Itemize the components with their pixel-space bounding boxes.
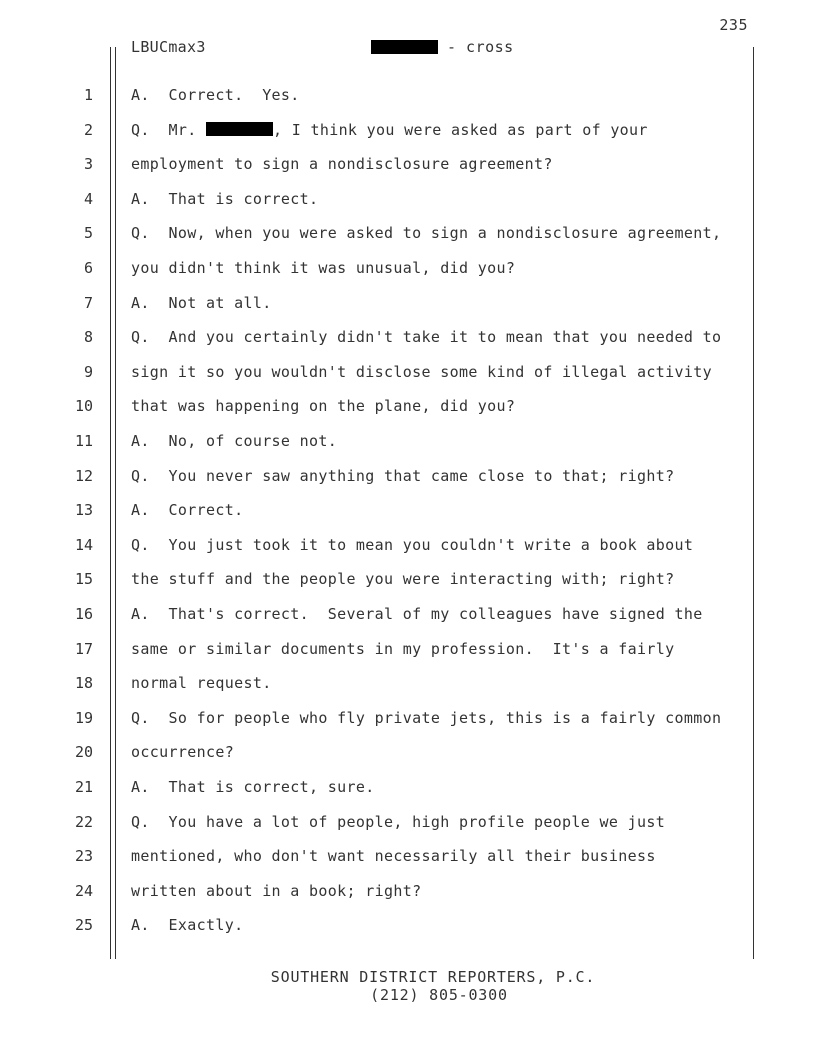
line-number: 22	[74, 813, 93, 831]
header-title	[371, 38, 514, 56]
margin-rule-right	[753, 47, 754, 959]
line-number: 5	[83, 224, 93, 242]
line-number: 2	[83, 121, 93, 139]
name-redaction	[206, 122, 273, 136]
line-number: 20	[74, 743, 93, 761]
transcript-line: sign it so you wouldn't disclose some kind of illegal activity	[131, 363, 712, 381]
transcript-line: A. No, of course not.	[131, 432, 338, 450]
transcript-line: A. Exactly.	[131, 916, 244, 934]
transcript-line: Q. And you certainly didn't take it to mean that you needed to	[131, 328, 722, 346]
line-number: 21	[74, 778, 93, 796]
footer-phone: (212) 805-0300	[370, 986, 508, 1004]
transcript-line: employment to sign a nondisclosure agreement?	[131, 155, 553, 173]
line-number: 15	[74, 570, 93, 588]
line-number: 9	[83, 363, 93, 381]
line-number: 24	[74, 882, 93, 900]
header-redaction	[371, 40, 438, 54]
transcript-line: A. Not at all.	[131, 294, 272, 312]
transcript-line: you didn't think it was unusual, did you?	[131, 259, 516, 277]
line-number: 6	[83, 259, 93, 277]
line-number: 13	[74, 501, 93, 519]
transcript-line: Q. Now, when you were asked to sign a nondisclosure agreement,	[131, 224, 722, 242]
transcript-line: the stuff and the people you were interacting with; right?	[131, 570, 675, 588]
transcript-line: mentioned, who don't want necessarily all their business	[131, 847, 656, 865]
transcript-line: normal request.	[131, 674, 272, 692]
line-number: 12	[74, 467, 93, 485]
transcript-line: A. Correct. Yes.	[131, 86, 300, 104]
transcript-line: Q. You just took it to mean you couldn't write a book about	[131, 536, 694, 554]
transcript-line: A. That's correct. Several of my colleagues have signed the	[131, 605, 703, 623]
transcript-line: written about in a book; right?	[131, 882, 422, 900]
margin-rule-left-inner	[115, 47, 116, 959]
line-number: 18	[74, 674, 93, 692]
line-number: 8	[83, 328, 93, 346]
line-text-after-redaction: , I think you were asked as part of your	[272, 121, 648, 139]
line-number: 7	[83, 294, 93, 312]
footer-firm: SOUTHERN DISTRICT REPORTERS, P.C.	[270, 968, 596, 986]
line-number: 1	[83, 86, 93, 104]
line-text-before-redaction: Q. Mr.	[131, 121, 206, 139]
transcript-line: Q. You never saw anything that came close to that; right?	[131, 467, 675, 485]
transcript-line: that was happening on the plane, did you?	[131, 397, 516, 415]
transcript-line: A. That is correct.	[131, 190, 319, 208]
transcript-line: same or similar documents in my profession. It's a fairly	[131, 640, 675, 658]
line-number: 19	[74, 709, 93, 727]
line-number: 25	[74, 916, 93, 934]
margin-rule-left-outer	[110, 47, 111, 959]
header-title-suffix: - cross	[447, 38, 514, 56]
line-number: 11	[74, 432, 93, 450]
header-code: LBUCmax3	[131, 38, 206, 56]
line-number: 17	[74, 640, 93, 658]
transcript-line: occurrence?	[131, 743, 235, 761]
line-number: 16	[74, 605, 93, 623]
transcript-line: A. That is correct, sure.	[131, 778, 375, 796]
transcript-line: A. Correct.	[131, 501, 244, 519]
transcript-line: Q. So for people who fly private jets, this is a fairly common	[131, 709, 722, 727]
transcript-line	[131, 121, 648, 139]
line-number: 14	[74, 536, 93, 554]
transcript-line: Q. You have a lot of people, high profile people we just	[131, 813, 666, 831]
page-number: 235	[719, 16, 748, 34]
line-number: 4	[83, 190, 93, 208]
line-number: 3	[83, 155, 93, 173]
line-number: 10	[74, 397, 93, 415]
line-number: 23	[74, 847, 93, 865]
